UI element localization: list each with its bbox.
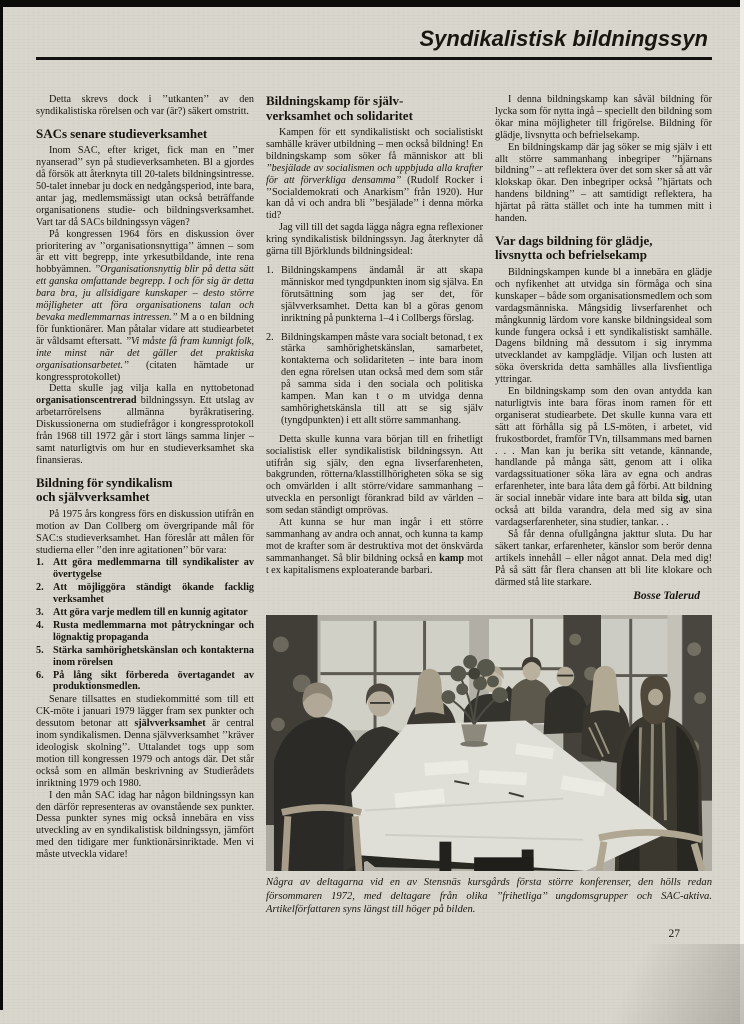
paragraph: Senare tillsattes en studiekommitté som till ett CK-möte i januari 1979 lägger fram sex punkter och dessutom betonar att självverksamhet är central inom syndikalismen. Denna självverksamhet ’’kräver ideologisk skolning’’. Uttalandet togs upp som motion till kongressen 1979 och antogs där. Det står också som en allmän beskrivning av Studierådets inriktning 1979 och 1980.: [36, 694, 254, 789]
list-item: 4. Rusta medlemmarna mot påtryckningar och lögnaktig propaganda: [36, 619, 254, 643]
paragraph: Så får denna ofullgångna jakttur sluta. Du har säkert tankar, erfarenheter, känslor som berör denna artikels innehåll – eller något annat. Dela med dig! På så sätt får flera chansen att bli lite klokare och därmed stå lite starkare.: [495, 528, 712, 588]
paragraph: En bildningskamp som den ovan antydda kan naturligtvis inte bara föras inom ramen för ett organiserat studiearbete. Det skulle kunna vara ett sätt att förhålla sig på LS-möten, i arbetet, vid frukostbordet, framför TVn, tillsammans med barnen . . . Man kan ju berika sitt vetande, kännande, handlande på många sätt, genom att i olika vardagssituationer söka lära av egna och andras erfarenheter, inte bara låta dem gå förbi. Att bildning är social innebär vidare inte bara att bilda sig, utan också att bilda varandra, dela med sig av sina vardagserfarenheter, sina studier, tankar. . .: [495, 386, 713, 528]
list-item: 5. Stärka samhörighetskänslan och kontakterna inom rörelsen: [36, 644, 254, 668]
list-item: 2. Bildningskampen måste vara socialt betonad, t ex stärka samhörighetskänslan, samarbetet, kontakterna och solidariteten – inte bara inom den egna rörelsen utan också med dem som står på samma sida i den sociala och politiska kampen. Man kan t o m utvidga denna samhörighetskänsla till att se sig själv (tyngdpunkten) i ett allt större sammanhang.: [266, 331, 483, 426]
conference-photo-image: [266, 615, 712, 871]
paragraph: Detta skrevs dock i ’’utkanten’’ av den syndikalistiska rörelsen och var (är?) säkert omstritt.: [36, 94, 254, 117]
paragraph: I denna bildningskamp kan såväl bildning för lycka som för nytta ingå – speciellt den bildning som ökar mina möjligheter till frigörelse. Bildning för glädje, livsnytta och befrielsekamp.: [495, 94, 712, 141]
scan-edge-left: [0, 0, 3, 1010]
paragraph: På 1975 års kongress förs en diskussion utifrån en motion av Dan Collberg om övergripande mål för SAC:s studieverksamhet. Han föreslår att målen för studierna eller ’’den inre agitationen’’ bör vara:: [36, 508, 254, 556]
article-columns: [36, 94, 712, 940]
column-1: [36, 94, 254, 940]
column-3: [495, 94, 712, 603]
scan-edge-top: [0, 0, 744, 7]
list-item: 1. Att göra medlemmarna till syndikalister av övertygelse: [36, 557, 254, 581]
scan-edge-right: [740, 0, 744, 1024]
page-number: 27: [668, 927, 680, 940]
section-heading-sacs: SACs senare studieverksamhet: [36, 125, 208, 141]
section-heading-bildning: Bildning för syndikalism och självverksamhet: [36, 474, 173, 505]
paragraph: I den mån SAC idag har någon bildningssyn kan den därför representeras av ovanstående sex punkter. Dessa punkter synes mig också innebära en viss utveckling av en syndikalistisk bildningssyn, jämfört med den tidigare mer funktionärsinriktade. Men vi måste utveckla vidare!: [36, 789, 254, 861]
page-title: Syndikalistisk bildningssyn: [419, 26, 708, 51]
paragraph: Jag vill till det sagda lägga några egna reflexioner kring syndikalistisk bildningssyn. Jag återknyter då gärna till Björklunds bildningsideal:: [266, 222, 483, 258]
photo-caption: Några av deltagarna vid en av Stensnäs kursgårds första större konferenser, den hölls redan försommaren 1972, med deltagare från olika ’’frihetliga’’ ungdomsgrupper och SAC-aktiva. Artikelförfattaren syns längst till höger på bilden.: [266, 877, 712, 916]
column-2: [266, 94, 483, 603]
paragraph: På kongressen 1964 förs en diskussion över prioritering av ’’organisationsnyttiga’’ ämnen – som är ett vitt begrepp, inte yrkesutbildande, inte rena hobbyämnen. ’’Organisationsnyttig blir på detta sätt ett ganska omfattande begrepp. I och för sig är detta bara bra, ju allsidigare kunskaper – desto större möjligheter att föra organisationens talan och bevaka medlemmarnas intressen.’’ M a o en bildning för funktionärer. Man påtalar vidare att studiearbetet är våldsamt eftersatt. ’’Vi måste få fram kunnigt folk, inte minst när det gäller det praktiska organisationsarbetet.’’ (citaten hämtade ur kongressprotokollet): [36, 228, 254, 383]
right-region: [266, 94, 712, 940]
title-rule: [36, 57, 712, 60]
paragraph: Inom SAC, efter kriget, fick man en ’’mer nyanserad’’ syn på studieverksamheten. Bl a gjordes då försök att återknyta till 20-talets bildningsintresse. 50-talet innebar ju dock en nedgångsperiod, inte bara, antar jag, medlemsmässigt utan också beträffande organisationens studie- och bildningsverksamhet. Vart tar då SACs bildningssyn vägen?: [36, 145, 254, 228]
section-heading-bildningskamp: Bildningskamp för själv- verksamhet och solidaritet: [266, 93, 413, 123]
paragraph: En bildningskamp där jag söker se mig själv i ett allt större sammanhang inbegriper ’’hjärnans bildning’’ – att reflektera över det som sker så att vår klokskap ökar. Den inbegriper också ’’hjärtats och handens bildning’’ – att samtidigt reflektera, ha hjärtat på rätta stället och inte ha tummen mitt i handen.: [495, 141, 712, 225]
page-content: [36, 26, 712, 940]
section-heading-vardags: Var dags bildning för glädje, livsnytta och befrielsekamp: [495, 232, 653, 263]
paragraph: Detta skulle kunna vara början till en frihetligt socialistisk eller syndikalistisk bildningssyn. Att utifrån sig själv, den egna livserfarenheten, bakgrunden, rötterna/klasstillhörigheten söka se sig och omvärlden i allt större/vidare sammanhang – utveckla en personligt förankrad bild av världen – som sedan ständigt omprövas.: [266, 433, 483, 517]
paragraph: Detta skulle jag vilja kalla en nyttobetonad organisationscentrerad bildningssyn. Ett utslag av arbetarrörelsens allmänna byråkratisering. Diskussionerna om studiefrågor i kongressprotokoll från 1968 till 1972 går i stort längs samma linjer – samt naturligtvis om hur en studieverksamhet ska finansieras.: [36, 383, 254, 466]
scan-corner-shadow: [444, 944, 744, 1024]
paragraph: Kampen för ett syndikalistiskt och socialistiskt samhälle kräver utbildning – men också bildning! En bildningskamp som söker få människor att bli ’’besjälade av socialismen och uppbjuda alla krafter för att förverkliga densamma’’ (Rudolf Rocker i ’’Socialdemokrati och Anarkism’’ från 1920). Hur kan då vi och andra bli ’’besjälade’’ i denna mörka tid?: [266, 127, 484, 222]
list-item: 1. Bildningskampens ändamål är att skapa människor med tyngdpunkten inom sig själva. En förutsättning som jag ser det, för självverksamhet. Detta kan bl a göras genom inriktning på punkterna 1–4 i Collbergs förslag.: [266, 264, 483, 324]
paragraph: Bildningskampen kunde bl a innebära en glädje och nyfikenhet att utvidga sin förmåga och sina kunskaper – både som organisationsmedlem och som vardagsmänniska. Mångsidig livserfarenhet och mångkunnig lärdom vore kanske bildningsideal som kunde fungera också i ett syndikalistiskt samhälle. Dagens bildning må dessutom i sig inrymma utvecklandet av kampglädje. Viljan och lusten att söka överskrida detta samhälles alla livsfientliga yttringar.: [495, 266, 712, 386]
author-byline: Bosse Talerud: [633, 590, 700, 603]
paragraph: Att kunna se hur man ingår i ett större sammanhang av andra och annat, och kunna ta kamp mot de krafter som är destruktiva mot det önskvärda sammanhanget. Så blir bildning också en kamp mot t ex kapitalismens exploaterande barbari.: [266, 517, 483, 576]
conference-photo: [266, 615, 712, 916]
list-item: 6. På lång sikt förbereda övertagandet av produktionsmedlen.: [36, 669, 254, 693]
list-item: 2. Att möjliggöra ständigt ökande facklig verksamhet: [36, 582, 254, 606]
list-item: 3. Att göra varje medlem till en kunnig agitator: [36, 607, 248, 619]
